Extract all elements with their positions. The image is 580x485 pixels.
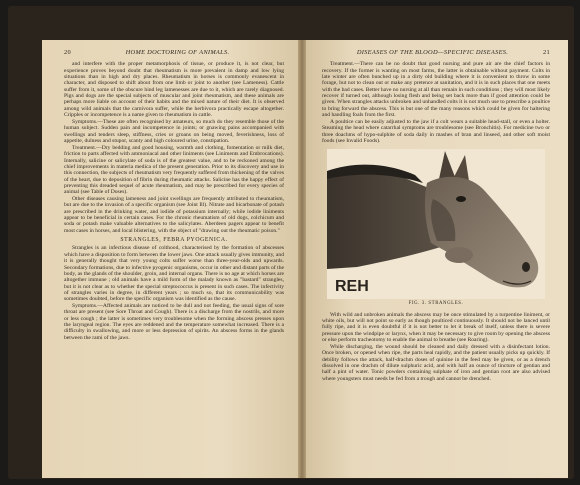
left-page-number: 20	[64, 49, 71, 56]
right-paragraph-3: With wild and unbroken animals the abscess may be once stimulated by a turpentine liniment, or white oils, but will not point so early as though poulticed continuously. It should not be lanced until fully ripe, and it is even doubtful if it is not better to let it break of itself, unless there is severe pressure upon the windpipe or larynx, when it may be necessary to give room by opening the abscess or else perform tracheotomy to enable the animal to breathe (see Roaring).	[322, 311, 550, 344]
left-running-head	[64, 50, 284, 56]
right-page-number: 21	[543, 49, 550, 56]
left-paragraph-4: Other diseases causing lameness and joint swellings are frequently attributed to rheumatism, but are due to the invasion of a specific organism (see Joint Ill). Nitrate and bicarbonate of potash are prescribed in the drinking water, and iodide of potassium internally; while iodide liniments appear to be beneficial in certain cases. For the chronic rheumatism of old dogs, colchicum and soda or potash make valuable alternatives to the salicylates. Aberdeen pagers appear to benefit most cases in horses, and local blistering, with the object of "drawing out the rheumatic poison."	[64, 196, 284, 234]
left-page	[42, 40, 298, 478]
horse-head-drawing	[327, 149, 545, 299]
horse-illustration	[327, 149, 545, 299]
right-paragraph-4: While discharging, the wound should be cleaned and daily dressed with a disinfectant lotion. Once broken, or opened when ripe, the parts heal rapidly, and the patient usually picks up quickly. If debility follows the attack, half-drachm doses of quinine in the feed may be given, or as a drench dissolved in one drachm of dilute sulphuric acid, and with half an ounce of tincture of gentian and half a pint of water. Tonic powders containing sulphate of iron and gentian root are also advised where youngsters must needs be fed from a trough and cannot be drenched.	[322, 343, 550, 382]
horse-eye	[456, 196, 466, 202]
left-paragraph-1: and interfere with the proper metamorphosis of tissue, or produce it, is not clear, but experience proves beyond doubt that rheumatism is more prevalent in damp and low lying situations than in high and dry places. Rheumatism in horses is commonly evanescent in character, and disposed to shift about from one limb or joint to another (see Lameness). Cattle suffer from it, some of the obscure hind leg lamenesses are due to it, which are rarely diagnosed. Pigs and dogs are the special subjects of muscular and joint rheumatism, and these animals are perhaps more liable on account of their habits and the mixed nature of their diet. It is observed among wild animals that the carnivora suffer, while the herbivora practically escape altogether. Cripples or incompetence is a name given to rheumatism in cattle.	[64, 61, 284, 119]
jaw-abscess	[445, 247, 473, 263]
left-paragraph-6: Symptoms.—Affected animals are noticed to be dull and not feeding, the usual signs of sore throat are present (see Sore Throat and Cough). There is a discharge from the nostrils, and more or less cough ; the latter is sometimes very troublesome when the forming abscess presses upon the laryngeal region. The eyes are reddened and the temperature somewhat increased. There is a difficulty in swallowing, and more or less depression of spirits. An abscess forms in the glands between the rami of the jaws.	[64, 303, 284, 341]
right-running-title: DISEASES OF THE BLOOD—SPECIFIC DISEASES.	[356, 49, 509, 56]
right-page	[306, 40, 568, 478]
left-running-title: HOME DOCTORING OF ANIMALS.	[125, 49, 230, 56]
section-title-strangles: STRANGLES, FEBRA PYOGENICA.	[120, 237, 228, 244]
horse-ear-left	[439, 151, 455, 179]
artist-monogram: REH	[335, 278, 369, 296]
right-paragraph-1: Treatment.—There can be no doubt that good nursing and pure air are the chief factors in recovery. If the former is wanting on most farms, the latter is obtainable without payment. Colts in late winter are often bunched up in a dirty old building where it is convenient to throw in some forage, but not to clean out or make any pretence at sanitation, and it is in such places that one meets with the bad cases. Better have no nursing at all than remain in such conditions ; they will most likely recover if turned out, although losing flesh and being set back more than if good attention could be given. When strangles attacks unbroken and unhandled colts it is not much use to prescribe a poultice to bring forward the abscess. This is but one of the many reasons which could be given for haltering and handling foals from the first.	[322, 61, 550, 119]
left-paragraph-5: Strangles is an infectious disease of colthood, characterised by the formation of abscesses which have a disposition to form between the lower jaws. One attack usually gives immunity, and it is generally thought that very young colts suffer worse than three-year-olds and upwards. Secondary formations, due to infective pyogenic organisms, occur in other and distant parts of the body, as the glands of the shoulder, groin, and internal organs. There is no age at which horses are altogether immune ; old animals have a mild form of the malady known as "bastard" strangles, but it is not clear as to whether the special streptococcus is present in such cases. The infectivity of strangles varies in degree, in different years ; so much so, that its communicability was sometimes doubted, before the specific organism was identified as the cause.	[64, 245, 284, 303]
horse-nostril	[522, 262, 530, 272]
book-spread	[8, 6, 574, 479]
right-running-head	[322, 50, 550, 56]
left-paragraph-3: Treatment.—Dry bedding and good housing, warmth and clothing, fomentation or milk diet, friction to parts affected with ammoniacal and other liniments (see Liniments and Embrocations). Internally, salicine or salicylate of soda is of the greatest value, and to be reckoned among the chief improvements in materia medica of the present generation. Prior to its discovery and use in this connection, the subjects of rheumatism very frequently suffered from thickening of the valves of the heart, due to deposition of fibrin during rheumatic attacks. Salicine has the happy effect of preventing this dreaded sequel of acute rheumatism, and may be prescribed for every species of animal (see Table of Doses).	[64, 144, 284, 196]
figure-caption: FIG. 3. STRANGLES.	[408, 301, 464, 307]
left-paragraph-2: Symptoms.—These are often recognised by amateurs, so much do they resemble those of the human subject. Sudden pain and incompetence in joints; or gnawing pains accompanied with swellings and tenders sleep, stiffness, cries or groans on being moved, feverishness, loss of appetite, dulness and stupor, scanty and high coloured urine, constipation.	[64, 118, 284, 144]
right-paragraph-2: A poultice can be easily adjusted to the jaw if a colt wears a suitable head-stall, or even a holter. Steaming the head where catarrhal symptoms are troublesome (see Bronchitis). For medicine two or three doachms of hypo-sulphite of soda daily in mashes of bran and linseed, and other soft moist foods (see Invalid Foods).	[322, 118, 550, 144]
